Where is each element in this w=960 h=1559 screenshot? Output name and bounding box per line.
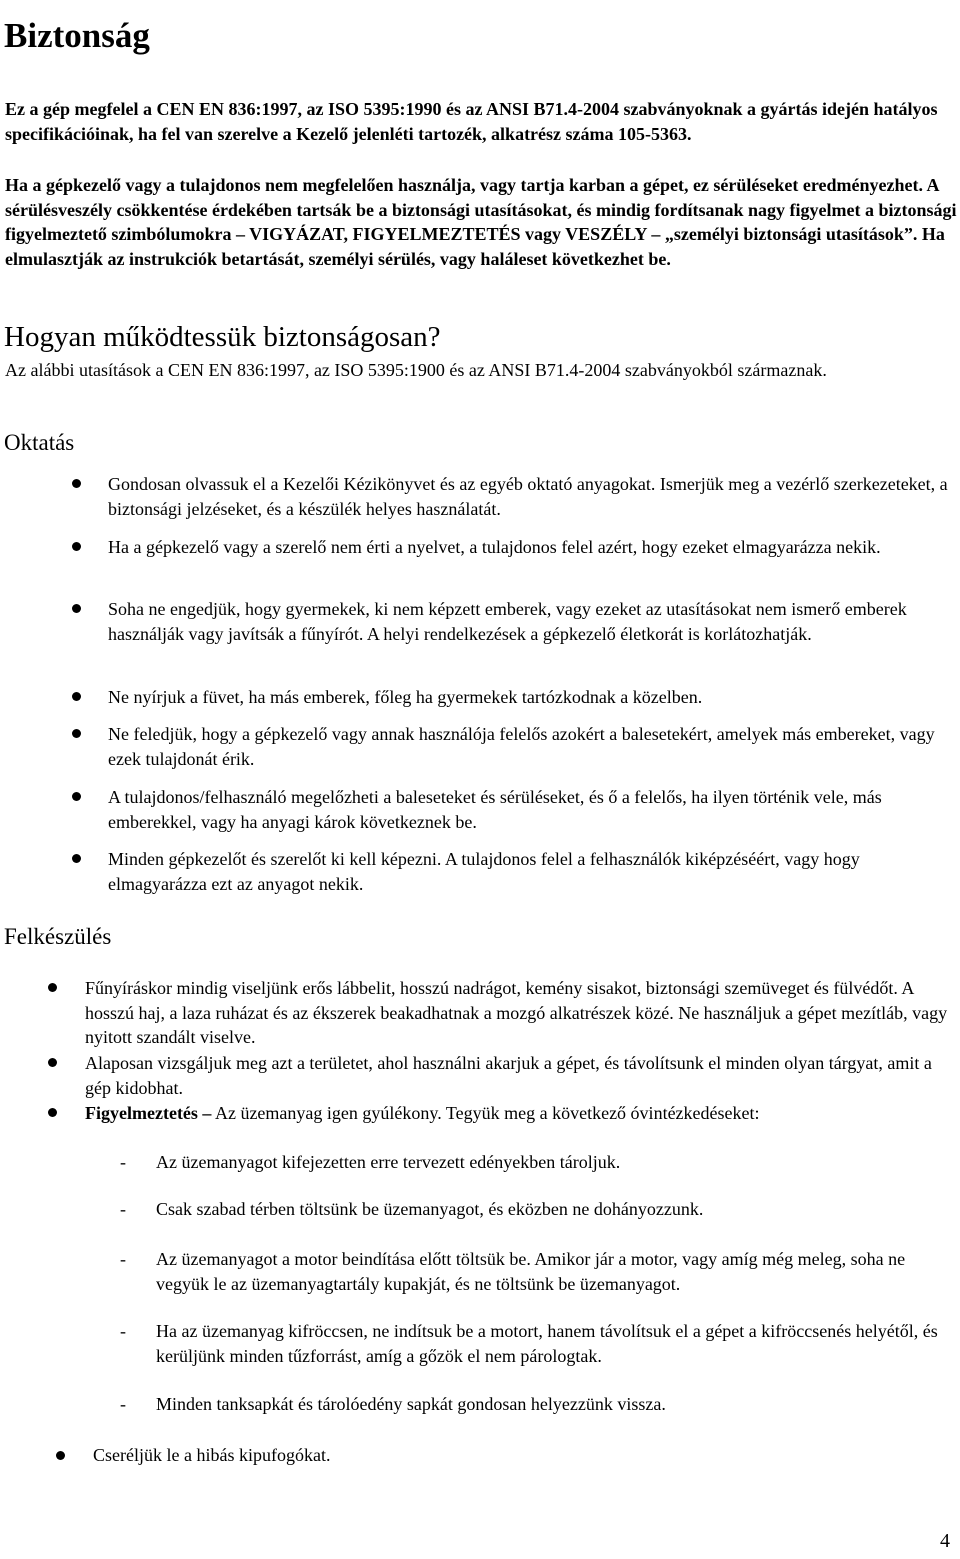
bullet-icon <box>72 729 81 738</box>
list-item: Soha ne engedjük, hogy gyermekek, ki nem képzett emberek, vagy ezeket az utasításokat nem ismerő emberek használják vagy javítsák a fűnyírót. A helyi rendelkezések a gépkezelő életkorát is korlátozhatják. <box>108 599 907 644</box>
bullet-icon <box>72 542 81 551</box>
sub-list-item: Csak szabad térben töltsünk be üzemanyagot, és eközben ne dohányozzunk. <box>156 1199 704 1219</box>
list-item: Ne feledjük, hogy a gépkezelő vagy annak használója felelős azokért a balesetekért, amelyek más embereket, vagy ezek tulajdonát érik. <box>108 724 935 769</box>
bullet-icon <box>48 1108 57 1117</box>
list-item-warning <box>85 1101 958 1126</box>
bullet-icon <box>56 1451 65 1460</box>
bullet-icon <box>72 792 81 801</box>
list-item: Minden gépkezelőt és szerelőt ki kell képezni. A tulajdonos felel a felhasználók kiképzéséért, vagy hogy elmagyarázza ezt az anyagot nekik. <box>108 849 860 894</box>
section-heading-preparation: Felkészülés <box>4 924 112 949</box>
section-heading-training: Oktatás <box>4 430 75 455</box>
dash-marker: - <box>120 1152 126 1172</box>
dash-marker: - <box>120 1249 126 1269</box>
dash-marker: - <box>120 1199 126 1219</box>
sub-list-item: Az üzemanyagot kifejezetten erre tervezett edényekben tároljuk. <box>156 1152 621 1172</box>
list-item: Alaposan vizsgáljuk meg azt a területet, ahol használni akarjuk a gépet, és távolítsunk el minden olyan tárgyat, amit a gép kidobhat. <box>85 1053 932 1098</box>
bullet-icon <box>72 604 81 613</box>
list-item: Gondosan olvassuk el a Kezelői Kézikönyvet és az egyéb oktató anyagokat. Ismerjük meg a vezérlő szerkezeteket, a biztonsági jelzéseket, és a készülék helyes használatát. <box>108 474 948 519</box>
conformity-paragraph: Ez a gép megfelel a CEN EN 836:1997, az ISO 5395:1990 és az ANSI B71.4-2004 szabványoknak a gyártás idején hatályos specifikációinak, ha fel van szerelve a Kezelő jelenléti tartozék, alkatrész száma 105-5363. <box>5 99 938 144</box>
bullet-icon <box>72 479 81 488</box>
list-item: Ha a gépkezelő vagy a szerelő nem érti a nyelvet, a tulajdonos felel azért, hogy ezeket elmagyarázza nekik. <box>108 537 881 557</box>
list-item: Fűnyíráskor mindig viseljünk erős lábbelit, hosszú nadrágot, kemény sisakot, biztonsági szemüveget és fülvédőt. A hosszú haj, a laza ruházat és az ékszerek beakadhatnak a mozgó alkatrészek közé. Ne használjuk a gépet mezítláb, vagy nyitott szandált viselve. <box>85 978 948 1047</box>
warning-label: Figyelmeztetés – <box>85 1103 212 1123</box>
bullet-icon <box>48 1058 57 1067</box>
sub-list-item: Minden tanksapkát és tárolóedény sapkát gondosan helyezzünk vissza. <box>156 1394 666 1414</box>
intro-paragraph: Az alábbi utasítások a CEN EN 836:1997, az ISO 5395:1900 és az ANSI B71.4-2004 szabványokból származnak. <box>5 360 827 380</box>
bullet-icon <box>48 983 57 992</box>
warning-paragraph: Ha a gépkezelő vagy a tulajdonos nem megfelelően használja, vagy tartja karban a gépet, ez sérüléseket eredményezhet. A sérülésveszély csökkentése érdekében tartsák be a biztonsági utasításokat, és mindig fordítsanak nagy figyelmet a biztonsági figyelmeztető szimbólumokra – VIGYÁZAT, FIGYELMEZTETÉS vagy VESZÉLY – „személyi biztonsági utasítások”. Ha elmulasztják az instrukciók betartását, személyi sérülés, vagy haláleset következhet be. <box>5 175 957 269</box>
sub-list-item: Ha az üzemanyag kifröccsen, ne indítsuk be a motort, hanem távolítsuk el a gépet a kifröccsenés helyétől, és kerüljünk minden tűzforrást, amíg a gőzök el nem párologtak. <box>156 1321 938 1366</box>
dash-marker: - <box>120 1321 126 1341</box>
section-heading-safe-operation: Hogyan működtessük biztonságosan? <box>4 321 441 353</box>
dash-marker: - <box>120 1394 126 1414</box>
list-item: Ne nyírjuk a füvet, ha más emberek, főleg ha gyermekek tartózkodnak a közelben. <box>108 687 703 707</box>
bullet-icon <box>72 692 81 701</box>
sub-list-item: Az üzemanyagot a motor beindítása előtt töltsük be. Amikor jár a motor, vagy amíg még meleg, soha ne vegyük le az üzemanyagtartály kupakját, és ne töltsünk be üzemanyagot. <box>156 1249 906 1294</box>
page-title: Biztonság <box>4 16 150 55</box>
list-item: A tulajdonos/felhasználó megelőzheti a baleseteket és sérüléseket, és ő a felelős, ha ilyen történik vele, más emberekkel, vagy ha anyagi károk következnek be. <box>108 787 882 832</box>
page-number: 4 <box>940 1530 950 1552</box>
list-item-exhaust: Cseréljük le a hibás kipufogókat. <box>93 1445 331 1465</box>
warning-text: Az üzemanyag igen gyúlékony. Tegyük meg a következő óvintézkedéseket: <box>214 1103 760 1123</box>
bullet-icon <box>72 854 81 863</box>
